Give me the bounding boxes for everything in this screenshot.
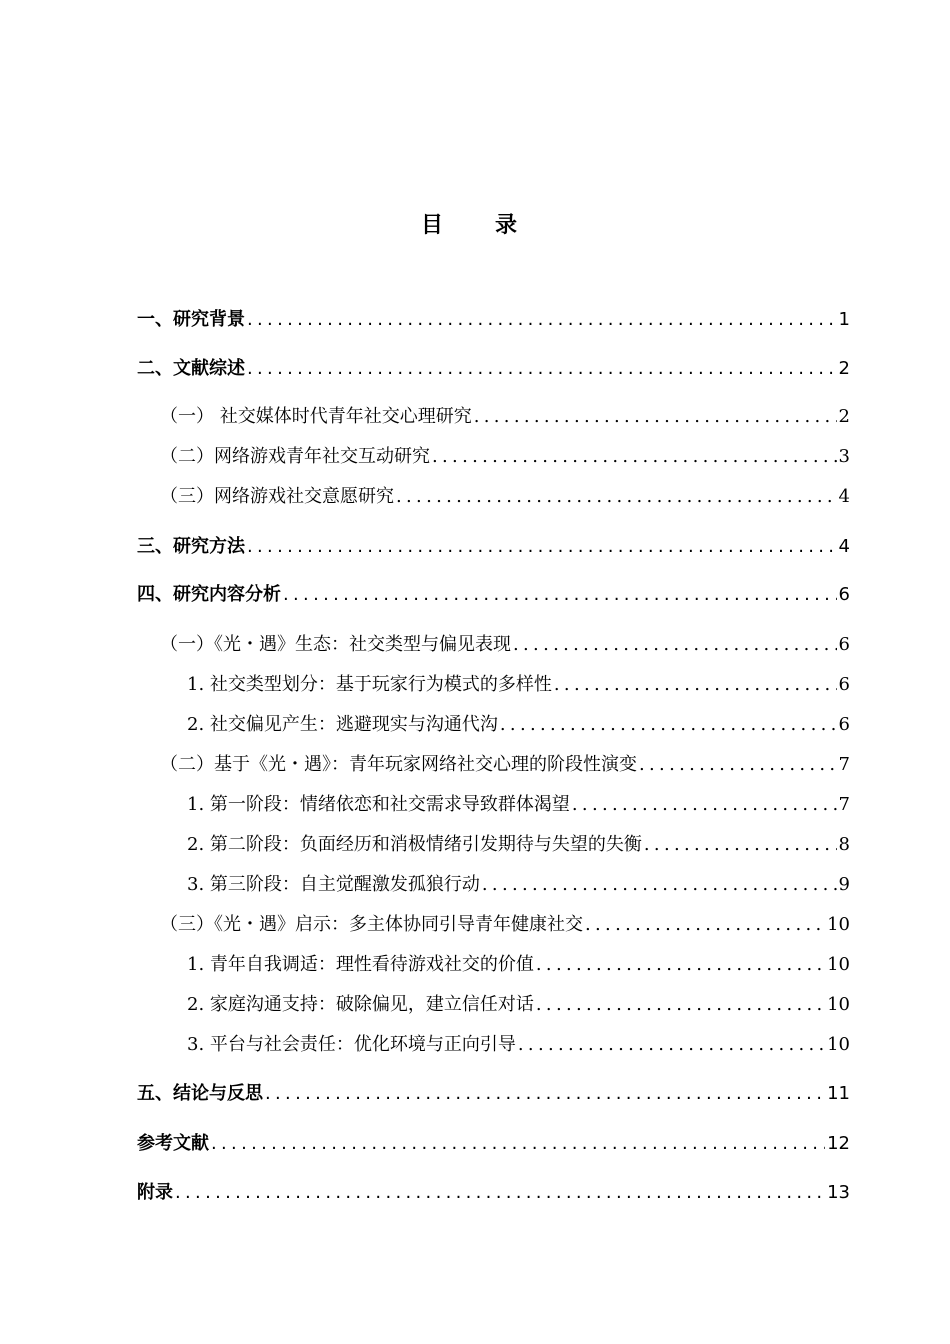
toc-entry-4-3-1[interactable] <box>187 950 850 976</box>
toc-entry-label: 3. 第三阶段：自主觉醒激发孤狼行动 <box>187 874 480 895</box>
toc-entry-label: 3. 平台与社会责任：优化环境与正向引导 <box>187 1034 516 1055</box>
toc-entry-2-3[interactable] <box>160 482 850 508</box>
toc-entry-label: （一） 社交媒体时代青年社交心理研究 <box>160 406 472 427</box>
toc-entry-4-1-2[interactable] <box>187 710 850 736</box>
toc-entry-label: 参考文献 <box>137 1133 209 1154</box>
toc-entry-label: 1. 社交类型划分：基于玩家行为模式的多样性 <box>187 674 552 695</box>
toc-entry-label: （三）《光・遇》启示：多主体协同引导青年健康社交 <box>160 914 583 935</box>
toc-leader-dots <box>175 1182 825 1203</box>
toc-page-number: 6 <box>838 584 850 605</box>
toc-entry-appendix[interactable] <box>137 1178 850 1204</box>
toc-page-number: 1 <box>838 309 850 330</box>
toc-page-number: 2 <box>838 406 850 427</box>
toc-entry-4-2[interactable] <box>160 750 850 776</box>
toc-page-number: 4 <box>838 486 850 507</box>
toc-entry-research-background[interactable] <box>137 305 850 331</box>
toc-entry-label: 2. 家庭沟通支持：破除偏见，建立信任对话 <box>187 994 534 1015</box>
toc-page-number: 10 <box>827 1034 850 1055</box>
toc-entry-2-2[interactable] <box>160 442 850 468</box>
toc-leader-dots <box>247 309 837 330</box>
toc-page-number: 10 <box>827 954 850 975</box>
toc-title: 目录 <box>420 213 569 238</box>
toc-page-number: 3 <box>838 446 850 467</box>
toc-page-number: 11 <box>827 1083 850 1104</box>
toc-leader-dots <box>518 1034 825 1055</box>
toc-page-number: 2 <box>838 358 850 379</box>
toc-entry-label: （三）网络游戏社交意愿研究 <box>160 486 394 507</box>
toc-entry-research-methods[interactable] <box>137 532 850 558</box>
toc-leader-dots <box>554 674 837 695</box>
toc-leader-dots <box>585 914 825 935</box>
toc-page-number: 10 <box>827 994 850 1015</box>
toc-page-number: 6 <box>838 714 850 735</box>
toc-leader-dots <box>536 994 825 1015</box>
toc-entry-label: 1. 第一阶段：情绪依恋和社交需求导致群体渴望 <box>187 794 570 815</box>
toc-leader-dots <box>211 1133 825 1154</box>
toc-leader-dots <box>572 794 837 815</box>
toc-leader-dots <box>482 874 837 895</box>
toc-entry-label: 附录 <box>137 1182 173 1203</box>
toc-page-number: 10 <box>827 914 850 935</box>
toc-entry-4-3[interactable] <box>160 910 850 936</box>
toc-entry-label: 五、结论与反思 <box>137 1083 263 1104</box>
toc-entry-4-2-2[interactable] <box>187 830 850 856</box>
toc-entry-literature-review[interactable] <box>137 354 850 380</box>
toc-entry-label: 2. 社交偏见产生：逃避现实与沟通代沟 <box>187 714 498 735</box>
toc-entry-4-2-3[interactable] <box>187 870 850 896</box>
toc-page-number: 8 <box>838 834 850 855</box>
toc-page-number: 6 <box>838 674 850 695</box>
toc-entry-4-1[interactable] <box>160 630 850 656</box>
toc-page-number: 12 <box>827 1133 850 1154</box>
toc-leader-dots <box>474 406 837 427</box>
toc-entry-content-analysis[interactable] <box>137 580 850 606</box>
toc-entry-label: （一）《光・遇》生态：社交类型与偏见表现 <box>160 634 511 655</box>
toc-leader-dots <box>283 584 837 605</box>
toc-leader-dots <box>247 358 837 379</box>
toc-entry-label: （二）网络游戏青年社交互动研究 <box>160 446 430 467</box>
toc-page-number: 6 <box>838 634 850 655</box>
toc-entry-label: 一、研究背景 <box>137 309 245 330</box>
toc-entry-4-2-1[interactable] <box>187 790 850 816</box>
toc-entry-label: （二）基于《光・遇》：青年玩家网络社交心理的阶段性演变 <box>160 754 637 775</box>
toc-leader-dots <box>432 446 837 467</box>
toc-entry-4-3-3[interactable] <box>187 1030 850 1056</box>
toc-entry-4-1-1[interactable] <box>187 670 850 696</box>
toc-page-number: 4 <box>838 536 850 557</box>
toc-leader-dots <box>639 754 837 775</box>
toc-leader-dots <box>500 714 837 735</box>
toc-entry-2-1[interactable] <box>160 402 850 428</box>
toc-entry-label: 2. 第二阶段：负面经历和消极情绪引发期待与失望的失衡 <box>187 834 642 855</box>
toc-page-number: 7 <box>838 754 850 775</box>
toc-page-number: 13 <box>827 1182 850 1203</box>
toc-entry-label: 四、研究内容分析 <box>137 584 281 605</box>
toc-page-number: 9 <box>838 874 850 895</box>
toc-entry-label: 三、研究方法 <box>137 536 245 557</box>
toc-leader-dots <box>536 954 825 975</box>
toc-leader-dots <box>396 486 837 507</box>
toc-leader-dots <box>247 536 837 557</box>
toc-entry-conclusion[interactable] <box>137 1079 850 1105</box>
toc-entry-label: 1. 青年自我调适：理性看待游戏社交的价值 <box>187 954 534 975</box>
toc-leader-dots <box>513 634 837 655</box>
toc-leader-dots <box>265 1083 825 1104</box>
toc-entry-label: 二、文献综述 <box>137 358 245 379</box>
toc-leader-dots <box>644 834 837 855</box>
toc-entry-references[interactable] <box>137 1129 850 1155</box>
toc-page-number: 7 <box>838 794 850 815</box>
toc-entry-4-3-2[interactable] <box>187 990 850 1016</box>
